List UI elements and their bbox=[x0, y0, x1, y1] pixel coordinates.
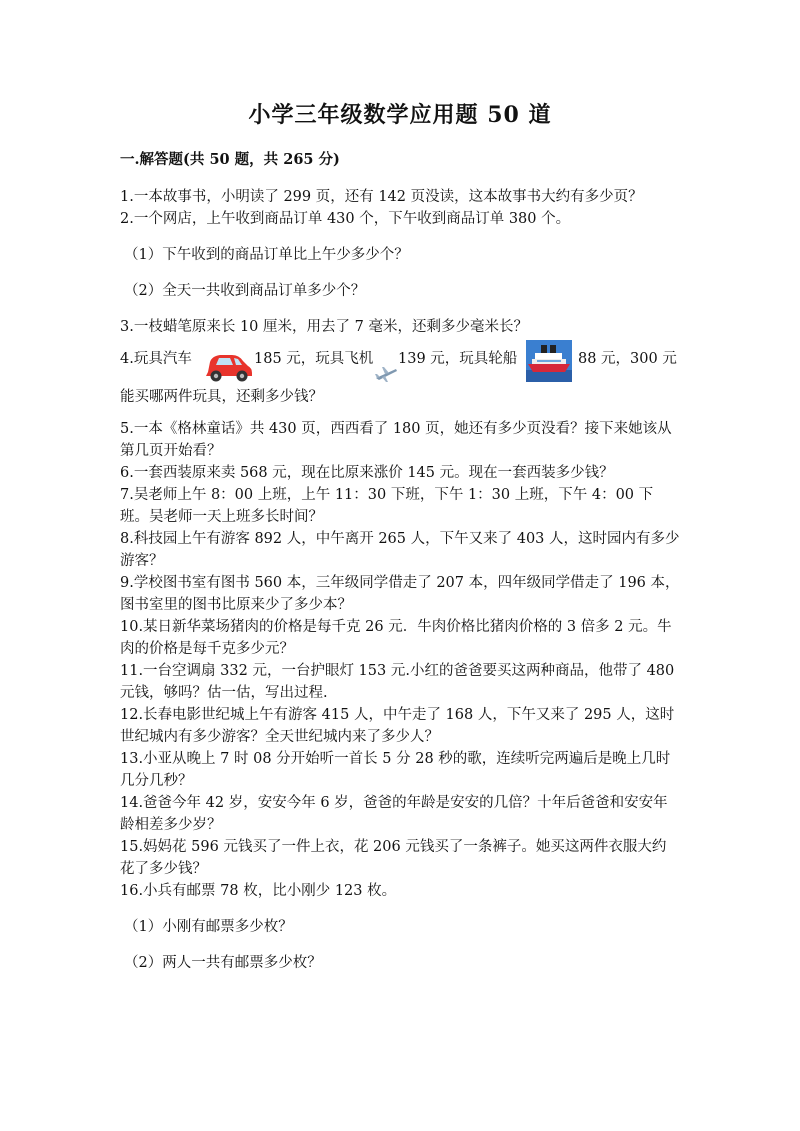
toy-airplane-icon bbox=[374, 364, 398, 384]
question-6: 6.一套西装原来卖 568 元，现在比原来涨价 145 元。现在一套西装多少钱？ bbox=[120, 465, 614, 481]
question-2: 2.一个网店，上午收到商品订单 430 个，下午收到商品订单 380 个。 bbox=[120, 211, 571, 227]
question-10: 10.某日新华菜场猪肉的价格是每千克 26 元．牛肉价格比猪肉价格的 3 倍多 2 元。牛肉的价格是每千克多少元？ bbox=[120, 619, 672, 657]
question-4 bbox=[120, 350, 680, 406]
question-9: 9.学校图书室有图书 560 本，三年级同学借走了 207 本，四年级同学借走了 196 本，图书室里的图书比原来少了多少本？ bbox=[120, 575, 680, 613]
question-3: 3.一枝蜡笔原来长 10 厘米，用去了 7 毫米，还剩多少毫米长？ bbox=[120, 319, 528, 335]
toy-ship-icon bbox=[526, 340, 572, 382]
question-2-part-1: （1）下午收到的商品订单比上午少多少个？ bbox=[124, 247, 409, 263]
question-12: 12.长春电影世纪城上午有游客 415 人，中午走了 168 人，下午又来了 295 人，这时世纪城内有多少游客？全天世纪城内来了多少人？ bbox=[120, 707, 675, 745]
question-list bbox=[120, 186, 680, 974]
question-4-part-3: 139 元，玩具轮船 bbox=[398, 351, 518, 367]
question-4-part-1: 4.玩具汽车 bbox=[120, 351, 192, 367]
toy-car-icon bbox=[202, 348, 254, 384]
question-2-part-2: （2）全天一共收到商品订单多少个？ bbox=[124, 283, 366, 299]
question-13: 13.小亚从晚上 7 时 08 分开始听一首长 5 分 28 秒的歌，连续听完两遍后是晚上几时几分几秒？ bbox=[120, 751, 671, 789]
question-5: 5.一本《格林童话》共 430 页，西西看了 180 页，她还有多少页没看？接下来她该从第几页开始看？ bbox=[120, 421, 672, 459]
question-1: 1.一本故事书，小明读了 299 页，还有 142 页没读，这本故事书大约有多少页？ bbox=[120, 189, 643, 205]
question-16-part-1: （1）小刚有邮票多少枚？ bbox=[124, 919, 293, 935]
question-4-part-2: 185 元，玩具飞机 bbox=[254, 351, 374, 367]
question-15: 15.妈妈花 596 元钱买了一件上衣，花 206 元钱买了一条裤子。她买这两件衣服大约花了多少钱？ bbox=[120, 839, 667, 877]
question-14: 14.爸爸今年 42 岁，安安今年 6 岁，爸爸的年龄是安安的几倍？十年后爸爸和安安年龄相差多少岁？ bbox=[120, 795, 668, 833]
question-8: 8.科技园上午有游客 892 人，中午离开 265 人，下午又来了 403 人，这时园内有多少游客？ bbox=[120, 531, 680, 569]
question-16: 16.小兵有邮票 78 枚，比小刚少 123 枚。 bbox=[120, 883, 397, 899]
question-4-part-4: 88 元，300 元 bbox=[578, 351, 677, 367]
question-7: 7.吴老师上午 8：00 上班，上午 11：30 下班，下午 1：30 上班，下午 4：00 下班。吴老师一天上班多长时间？ bbox=[120, 487, 654, 525]
document-title: 小学三年级数学应用题 50 道 bbox=[248, 102, 552, 128]
section-heading: 一.解答题(共 50 题，共 265 分) bbox=[120, 151, 340, 168]
question-11: 11.一台空调扇 332 元，一台护眼灯 153 元.小红的爸爸要买这两种商品，他带了 480 元钱，够吗？估一估，写出过程. bbox=[120, 663, 675, 701]
question-16-part-2: （2）两人一共有邮票多少枚？ bbox=[124, 955, 322, 971]
question-4-line-2: 能买哪两件玩具，还剩多少钱？ bbox=[120, 389, 323, 405]
